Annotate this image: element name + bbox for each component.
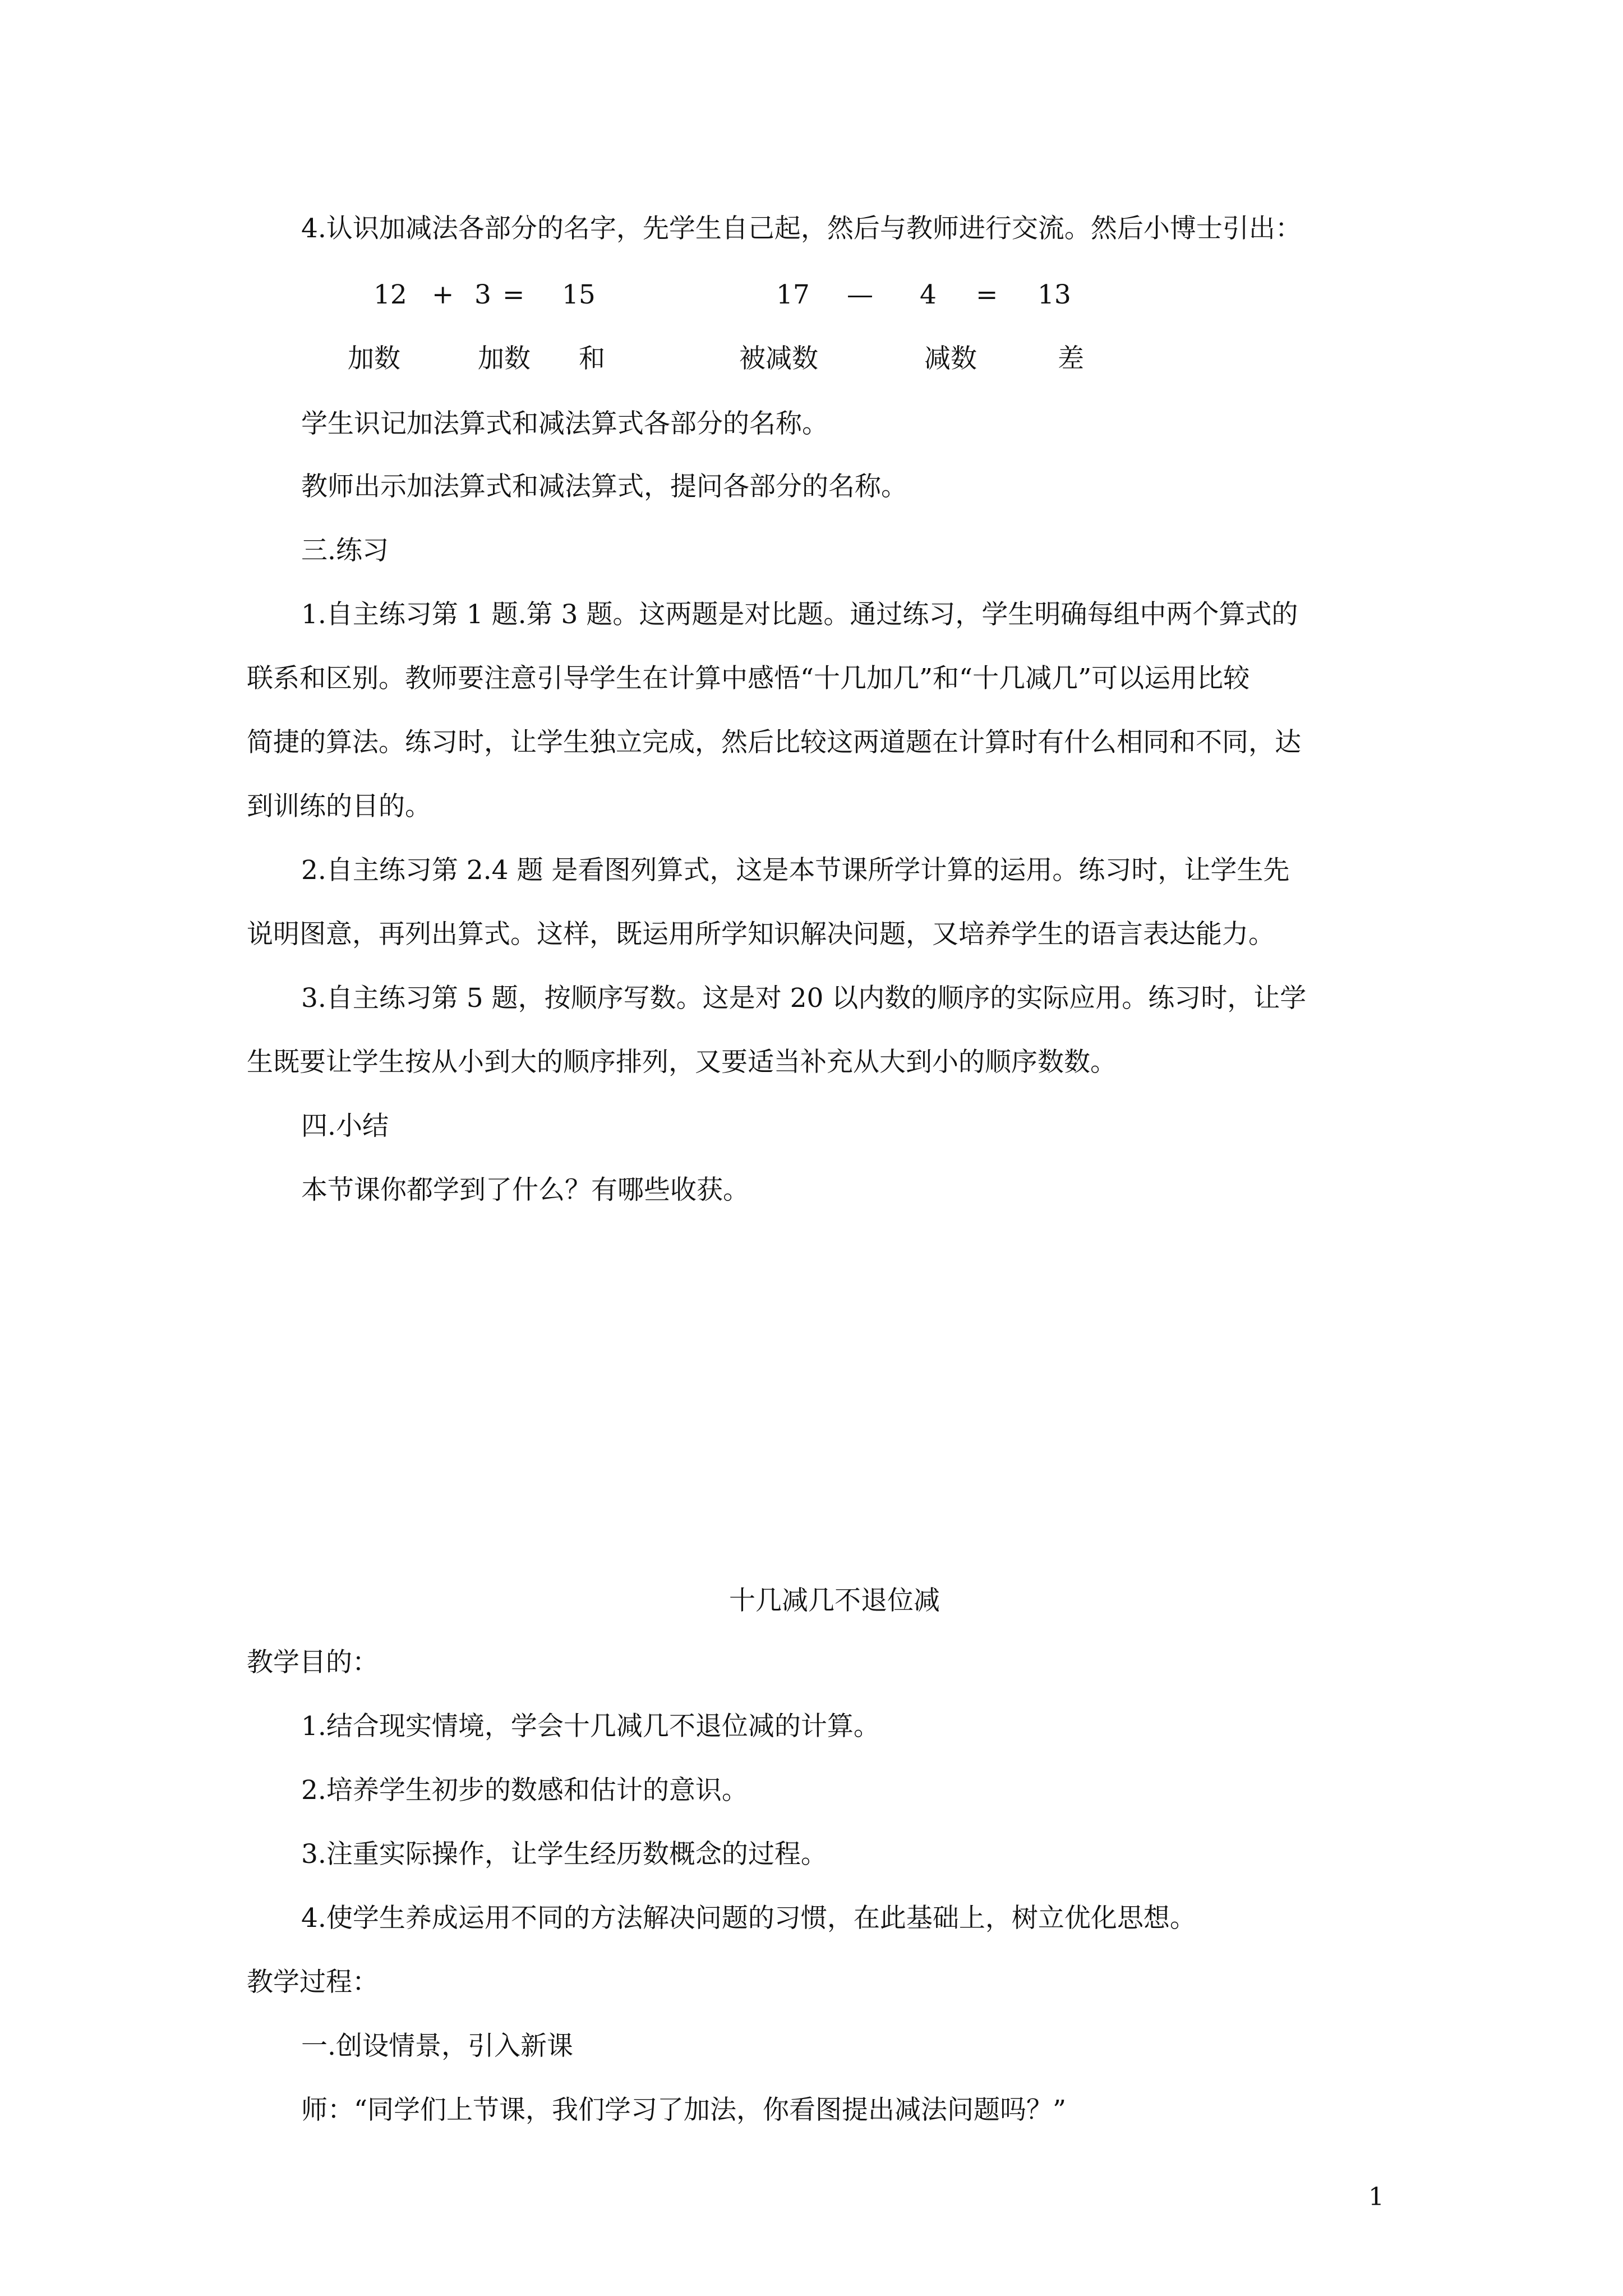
section-heading-practice: 三.练习 — [301, 535, 389, 566]
label-minuend: 被减数 — [739, 343, 818, 374]
lesson-title: 十几减几不退位减 — [729, 1585, 940, 1616]
equals-sign-addition: = — [502, 279, 525, 310]
addend-1-value: 12 — [374, 279, 407, 310]
exercise-3-line-2: 生既要让学生按从小到大的顺序排列，又要适当补充从大到小的顺序数数。 — [247, 1047, 1117, 1078]
subtrahend-value: 4 — [920, 279, 937, 310]
exercise-2-line-2: 说明图意，再列出算式。这样，既运用所学知识解决问题，又培养学生的语言表达能力。 — [247, 919, 1275, 950]
label-difference: 差 — [1058, 343, 1084, 374]
label-addend-1: 加数 — [348, 343, 400, 374]
summary-text: 本节课你都学到了什么？有哪些收获。 — [301, 1175, 749, 1205]
sum-value: 15 — [562, 279, 596, 310]
teacher-quote: 师：“同学们上节课，我们学习了加法，你看图提出减法问题吗？” — [301, 2095, 1067, 2125]
paragraph-teacher: 教师出示加法算式和减法算式，提问各部分的名称。 — [301, 471, 907, 502]
objective-4: 4.使学生养成运用不同的方法解决问题的习惯，在此基础上，树立优化思想。 — [301, 1903, 1196, 1934]
objective-2: 2.培养学生初步的数感和估计的意识。 — [301, 1775, 748, 1806]
plus-sign: + — [432, 279, 454, 310]
paragraph-recognize: 学生识记加法算式和减法算式各部分的名称。 — [301, 408, 828, 439]
minuend-value: 17 — [776, 279, 810, 310]
exercise-1-line-4: 到训练的目的。 — [247, 791, 431, 822]
exercise-2-line-1: 2.自主练习第 2.4 题 是看图列算式，这是本节课所学计算的运用。练习时，让学生先 — [301, 855, 1290, 886]
objective-3: 3.注重实际操作，让学生经历数概念的过程。 — [301, 1839, 827, 1870]
section-heading-summary: 四.小结 — [301, 1111, 389, 1142]
page-number: 1 — [1368, 2183, 1384, 2211]
objective-1: 1.结合现实情境，学会十几减几不退位减的计算。 — [301, 1711, 880, 1742]
exercise-1-line-1: 1.自主练习第 1 题.第 3 题。这两题是对比题。通过练习，学生明确每组中两个算式的 — [301, 599, 1298, 630]
process-step-1: 一.创设情景，引入新课 — [301, 2031, 573, 2062]
paragraph-4: 4.认识加减法各部分的名字，先学生自己起，然后与教师进行交流。然后小博士引出： — [301, 213, 1302, 244]
label-sum: 和 — [579, 343, 605, 374]
addend-2-value: 3 — [474, 279, 491, 310]
minus-sign: — — [847, 279, 873, 310]
equals-sign-subtraction: = — [976, 279, 998, 310]
difference-value: 13 — [1038, 279, 1071, 310]
objectives-heading: 教学目的： — [247, 1647, 379, 1678]
process-heading: 教学过程： — [247, 1967, 379, 1998]
exercise-3-line-1: 3.自主练习第 5 题，按顺序写数。这是对 20 以内数的顺序的实际应用。练习时，让学 — [301, 983, 1307, 1014]
label-subtrahend: 减数 — [924, 343, 977, 374]
exercise-1-line-3: 简捷的算法。练习时，让学生独立完成，然后比较这两道题在计算时有什么相同和不同，达 — [247, 727, 1301, 758]
label-addend-2: 加数 — [478, 343, 531, 374]
exercise-1-line-2: 联系和区别。教师要注意引导学生在计算中感悟“十几加几”和“十几减几”可以运用比较 — [247, 663, 1250, 694]
